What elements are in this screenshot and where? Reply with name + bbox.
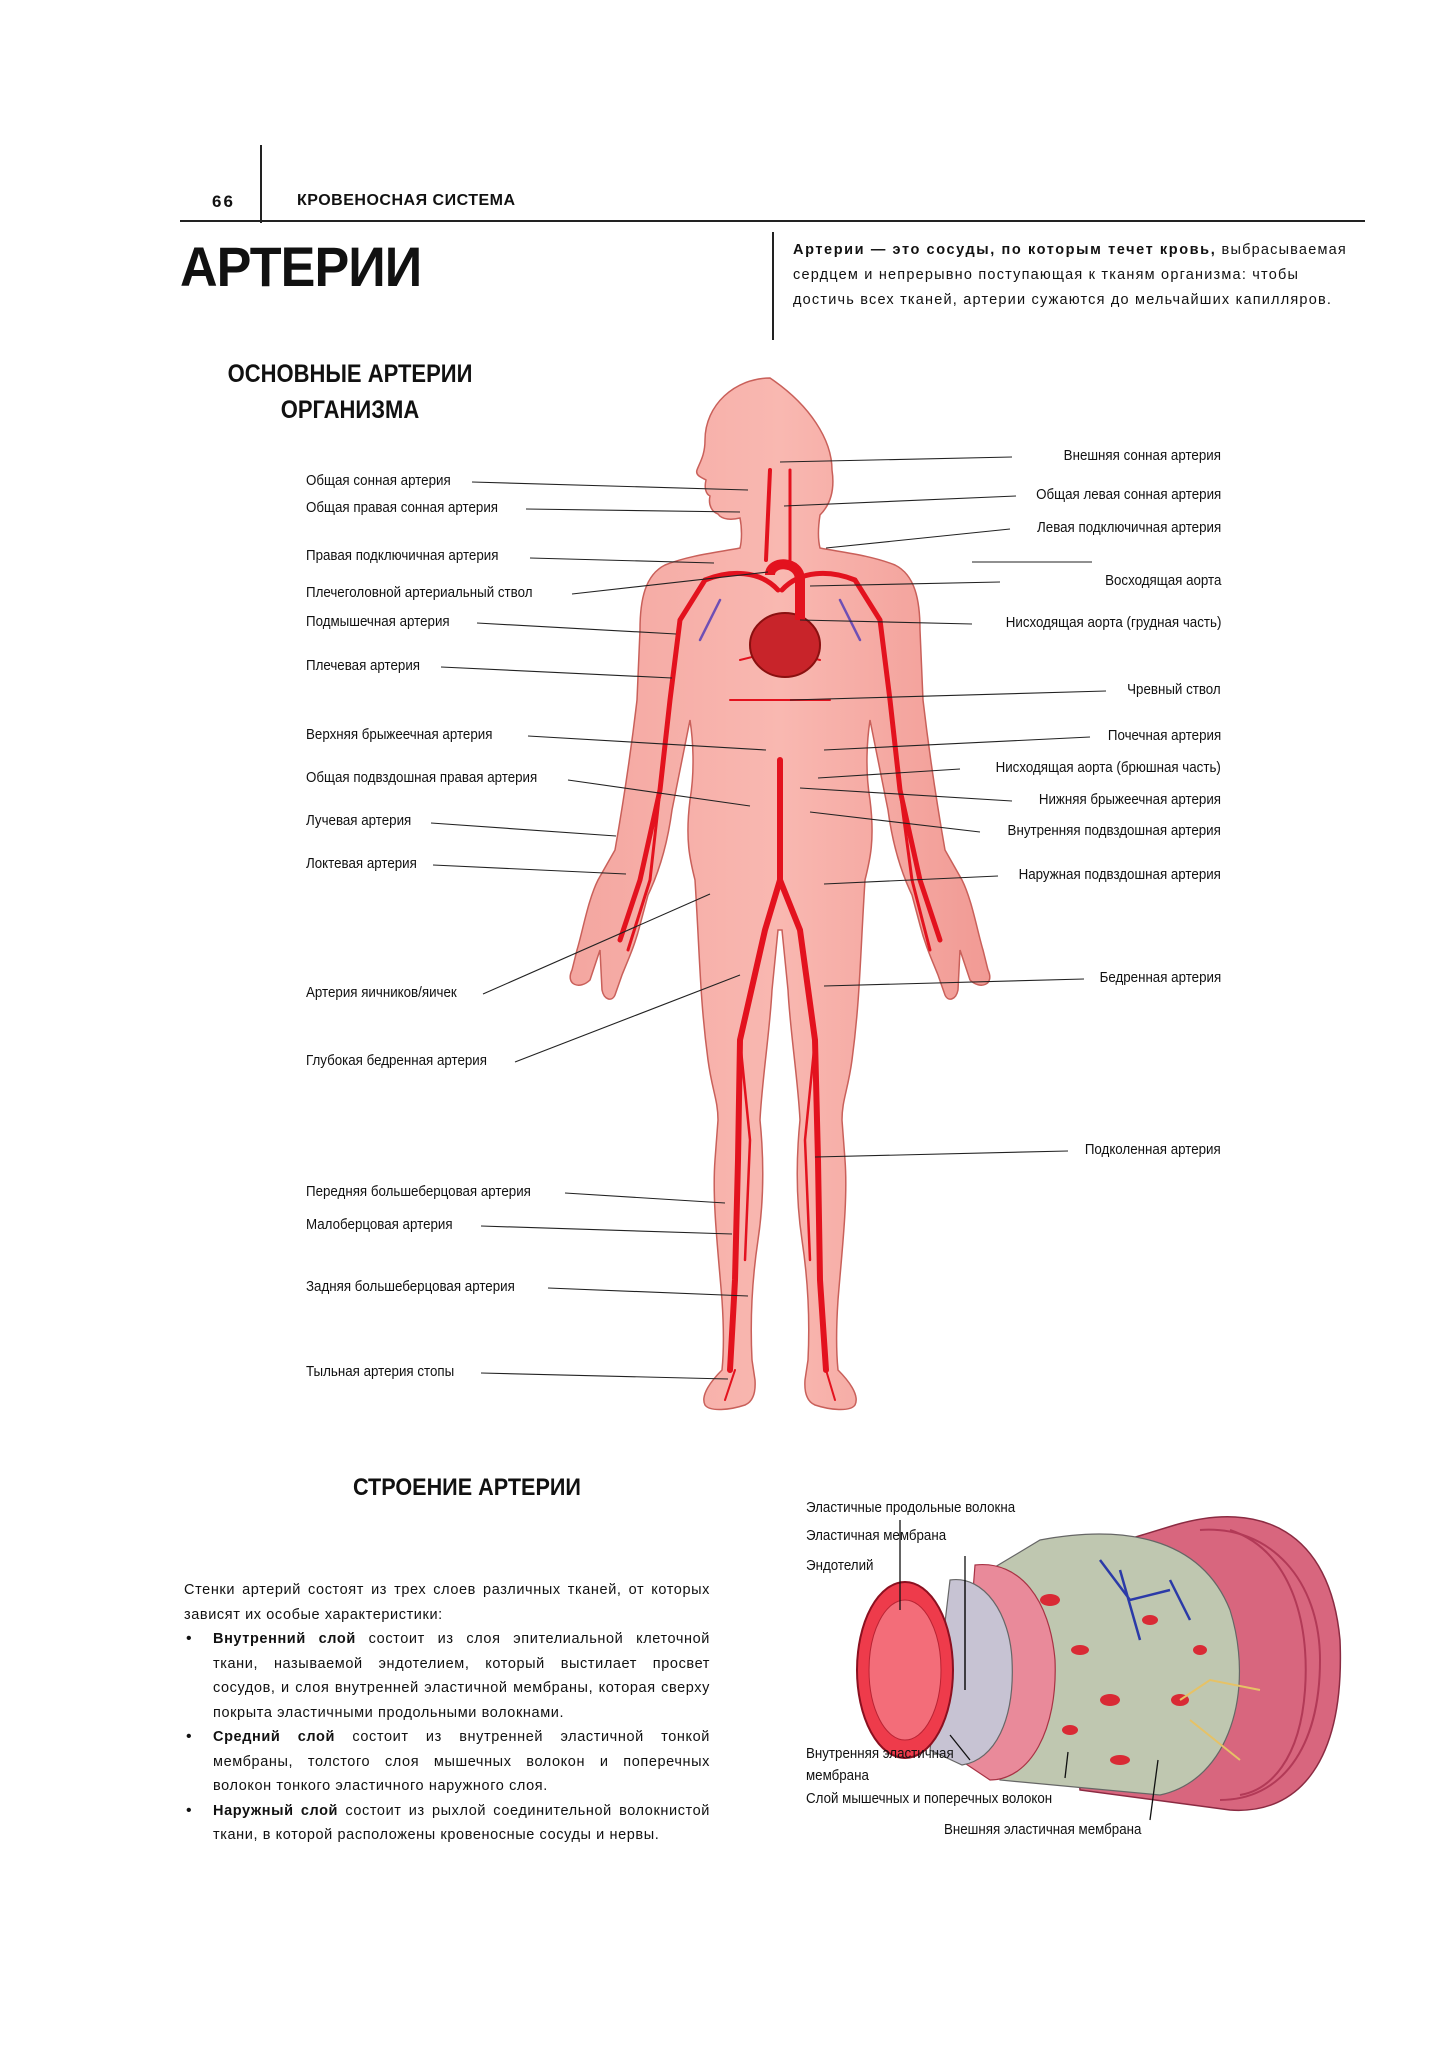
label-superior-mesenteric: Верхняя брыжеечная артерия xyxy=(306,727,493,743)
label-abdominal-aorta: Нисходящая аорта (брюшная часть) xyxy=(995,760,1221,776)
label-thoracic-aorta: Нисходящая аорта (грудная часть) xyxy=(1005,615,1221,631)
structure-intro: Стенки артерий состоят из трех слоев различных тканей, от которых зависят их особые характеристики: xyxy=(184,1582,710,1623)
bullet-term: Средний слой xyxy=(213,1729,335,1745)
bullet-dot: • xyxy=(186,1630,193,1647)
intro-lead: Артерии — это сосуды, по которым течет кровь, xyxy=(793,242,1217,258)
label-internal-iliac: Внутренняя подвздошная артерия xyxy=(1007,823,1221,839)
main-arteries-heading-line1: ОСНОВНЫЕ АРТЕРИИ xyxy=(227,360,473,388)
bullet-text: состоит из внутренней эластичной тонкой мембраны, толстого слоя мышечных волокон и поперечных волокон тонкого эластичного наружного слоя. xyxy=(213,1729,710,1794)
label-external-carotid: Внешняя сонная артерия xyxy=(1063,448,1221,464)
bullet-dot: • xyxy=(186,1801,193,1819)
bullet-dot: • xyxy=(186,1728,193,1745)
label-external-iliac: Наружная подвздошная артерия xyxy=(1018,867,1221,883)
label-inferior-mesenteric: Нижняя брыжеечная артерия xyxy=(1038,792,1221,808)
intro-rest: выбрасываемая сердцем и непрерывно поступающая к тканям организма: чтобы достичь всех тканей, артерии сужаются до мельчайших капилляров. xyxy=(793,242,1347,308)
label-ascending-aorta: Восходящая аорта xyxy=(1104,573,1221,589)
bullet-text: состоит из слоя эпителиальной клеточной ткани, называемой эндотелием, который выстилает просвет сосудов, и слоя внутренней эластичной мембраны, которая сверху покрыта эластичными продольными волокнами. xyxy=(213,1631,710,1721)
label-celiac-trunk: Чревный ствол xyxy=(1127,682,1221,698)
label-anterior-tibial: Передняя большеберцовая артерия xyxy=(306,1184,531,1200)
label-brachial: Плечевая артерия xyxy=(306,658,421,674)
label-elastic-longitudinal-fibers: Эластичные продольные волокна xyxy=(806,1500,1016,1516)
label-left-common-carotid: Общая левая сонная артерия xyxy=(1035,487,1221,503)
label-ulnar: Локтевая артерия xyxy=(306,856,417,872)
running-title: КРОВЕНОСНАЯ СИСТЕМА xyxy=(297,192,516,209)
label-popliteal: Подколенная артерия xyxy=(1085,1142,1221,1158)
label-internal-elastic-1: Внутренняя эластичная xyxy=(806,1746,954,1762)
label-external-elastic: Внешняя эластичная мембрана xyxy=(944,1822,1142,1838)
label-deep-femoral: Глубокая бедренная артерия xyxy=(306,1053,487,1069)
label-radial: Лучевая артерия xyxy=(306,813,412,829)
main-arteries-heading-line2: ОРГАНИЗМА xyxy=(280,396,420,424)
label-axillary: Подмышечная артерия xyxy=(306,614,450,630)
label-muscle-layer: Слой мышечных и поперечных волокон xyxy=(806,1791,1053,1807)
label-elastic-membrane: Эластичная мембрана xyxy=(806,1528,947,1544)
label-internal-elastic-2: мембрана xyxy=(806,1768,869,1784)
label-femoral: Бедренная артерия xyxy=(1099,970,1221,986)
label-ovarian-testicular: Артерия яичников/яичек xyxy=(306,985,457,1001)
label-endothelium: Эндотелий xyxy=(806,1558,874,1574)
page-number: 66 xyxy=(212,192,235,211)
label-posterior-tibial: Задняя большеберцовая артерия xyxy=(306,1279,515,1295)
endothelium xyxy=(857,1582,953,1758)
label-right-subclavian: Правая подключичная артерия xyxy=(306,548,499,564)
label-right-common-iliac: Общая подвздошная правая артерия xyxy=(306,770,538,786)
page-title: АРТЕРИИ xyxy=(180,235,422,298)
label-brachiocephalic-trunk: Плечеголовной артериальный ствол xyxy=(306,585,533,601)
label-left-subclavian: Левая подключичная артерия xyxy=(1036,520,1221,536)
label-right-common-carotid: Общая правая сонная артерия xyxy=(306,500,499,516)
bullet-term: Внутренний слой xyxy=(213,1631,356,1647)
bullet-term: Наружный слой xyxy=(213,1802,339,1819)
label-dorsalis-pedis: Тыльная артерия стопы xyxy=(306,1364,455,1380)
bullet-text: состоит из рыхлой соединительной волокнистой ткани, в которой расположены кровеносные сосуды и нервы. xyxy=(213,1802,710,1843)
label-fibular: Малоберцовая артерия xyxy=(306,1217,453,1233)
label-common-carotid: Общая сонная артерия xyxy=(306,473,451,489)
label-renal: Почечная артерия xyxy=(1107,728,1221,744)
structure-heading: СТРОЕНИЕ АРТЕРИИ xyxy=(353,1474,581,1501)
